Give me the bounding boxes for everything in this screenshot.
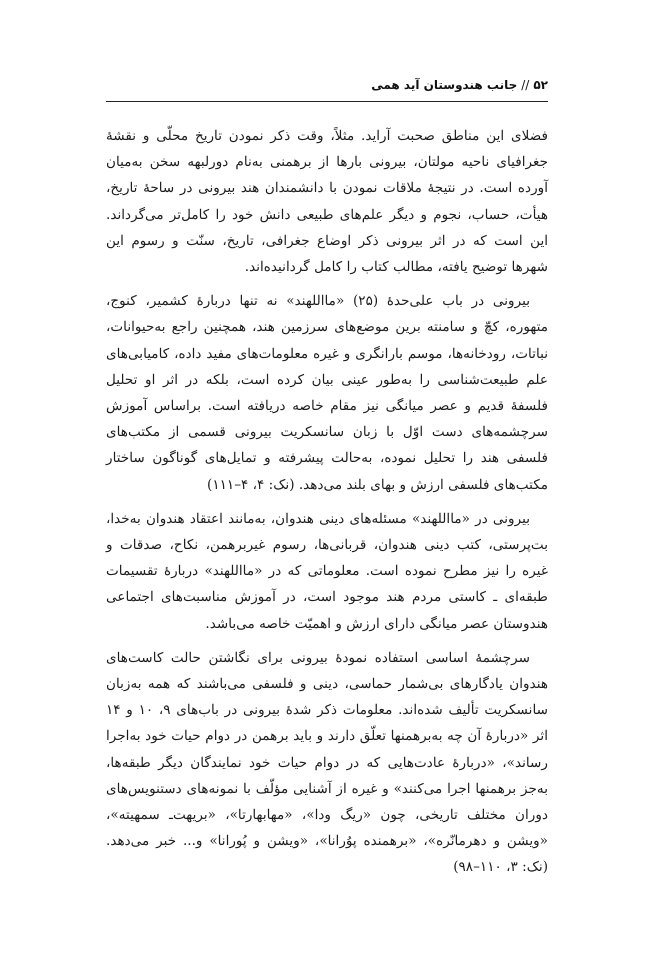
body-text <box>106 123 548 889</box>
paragraph-1: فضلای این مناطق صحبت آراید. مثلاً، وقت ذکر نمودن تاریخ محلّی و نقشهٔ جغرافیای ناحیه مولتان، بیرونی بارها از برهمنی به‌نام دورلبهه سخن به‌میان آورده است. در نتیجهٔ ملاقات نمودن با دانشمندان هند بیرونی در ساحهٔ تاریخ، هیأت، حساب، نجوم و دیگر علم‌های طبیعی دانش خود را کامل‌تر می‌گرداند. این است که در اثر بیرونی ذکر اوضاع جغرافی، تاریخ، سنّت و رسوم این شهرها توضیح یافته، مطالب کتاب را کامل گردانیده‌اند. <box>106 128 548 276</box>
page-number: ۵۲ <box>533 78 548 92</box>
running-head <box>106 78 548 92</box>
paragraph-2: بیرونی در باب علی‌حدهٔ (۲۵) «مااللهند» نه تنها دربارهٔ کشمیر، کنوج، متهوره، کچّ و سامنته برین موضع‌های سرزمین هند، همچنین راجع به‌حیوانات، نباتات، رودخانه‌ها، موسم بارانگری و غیره معلومات‌های مفید داده، کامیابی‌های علم طبیعت‌شناسی را به‌طور عینی بیان کرده است، بلکه در اثر او تحلیل فلسفهٔ قدیم و عصر میانگی نیز مقام خاصه دریافته است. براساس آموزش سرچشمه‌های دست اوّل با زبان سانسکریت بیرونی قسمی از مکتب‌های فلسفی هند را تحلیل نموده، به‌حالت پیشرفته و تمایل‌های گوناگون ساختار مکتب‌های فلسفی ارزش و بهای بلند می‌دهد. (نک: ۴، ۴–۱۱۱) <box>106 293 548 493</box>
paragraph-4: سرچشمهٔ اساسی استفاده نمودهٔ بیرونی برای نگاشتن حالت کاست‌های هندوان یادگارهای بی‌شمار حماسی، دینی و فلسفی می‌باشند که همه به‌زبان سانسکریت تألیف شده‌اند. معلومات ذکر شدهٔ بیرونی در باب‌های ۹، ۱۰ و ۱۴ اثر «دربارهٔ آن چه به‌برهمنها تعلّق دارند و باید برهمن در دوام حیات خود به‌اجرا رساند»، «دربارهٔ عادت‌هایی که در دوام حیات خود نمایندگان دیگر طبقه‌ها، به‌جز برهمنها اجرا می‌کنند» و غیره از آشنایی مؤلّف با نمونه‌های دستنویس‌های دوران مختلف تاریخی، چون «ریگ ودا»، «مهابهارتا»، «بریهت‌ـ سمهیته»، «ویشن و دهرمانّره»، «برهمنده پوُرانا»، «ویشن و پُورانا» و... خبر می‌دهد. (نک: ۳، ۱۱۰–۹۸) <box>106 649 548 876</box>
header-separator: // <box>521 78 530 92</box>
book-title: جانب هندوستان آید همی <box>371 78 518 92</box>
paragraph-3: بیرونی در «مااللهند» مسئله‌های دینی هندوان، به‌مانند اعتقاد هندوان به‌خدا، بت‌پرستی، کتب دینی هندوان، قربانی‌ها، رسوم غیربرهمن، نکاح، صدقات و غیره را نیز مطرح نموده است. معلوماتی که در «مااللهند» دربارهٔ تقسیمات طبقه‌ای ـ کاستی مردم هند موجود است، در آموزش مناسبت‌های اجتماعی هندوستان عصر میانگی دارای ارزش و اهمیّت خاصه می‌باشد. <box>106 510 548 632</box>
header-rule <box>106 101 548 102</box>
